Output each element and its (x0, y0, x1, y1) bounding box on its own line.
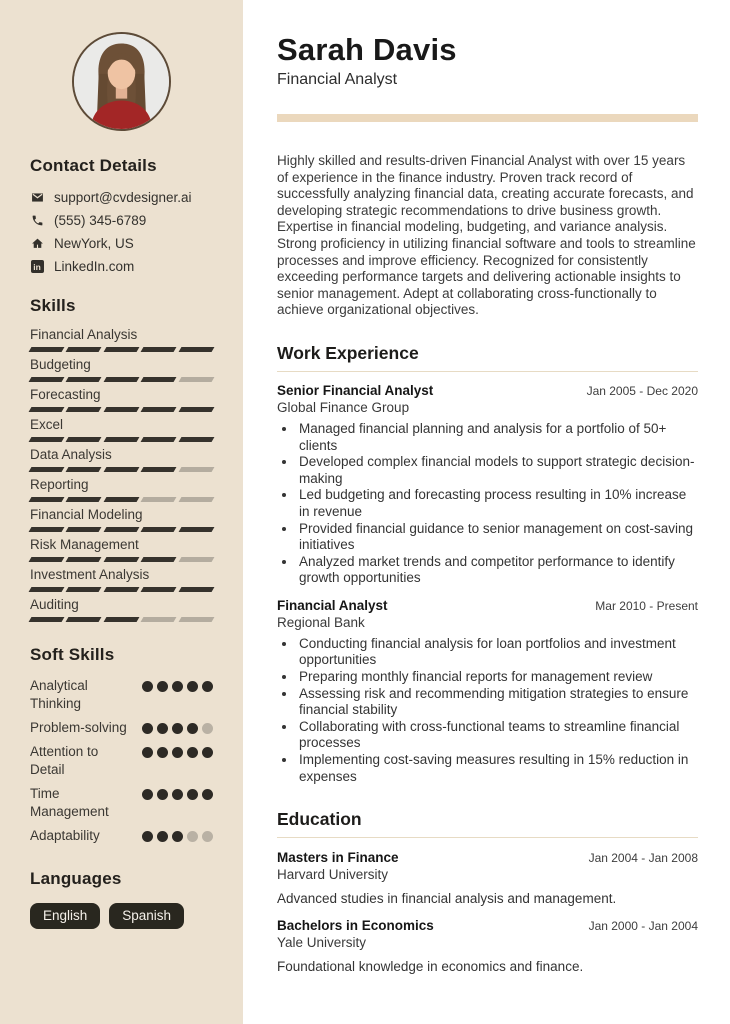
job-bullet-list (297, 421, 698, 587)
rating-dot (172, 681, 183, 692)
soft-skills-section-title: Soft Skills (30, 645, 115, 664)
skill-bar (30, 437, 213, 442)
job-bullet: • Managed financial planning and analysis for a portfolio of 50+ clients (297, 421, 698, 454)
skill-item (30, 327, 213, 352)
job-dates: Jan 2005 - Dec 2020 (586, 383, 698, 398)
rating-dot (187, 831, 198, 842)
rating-dot (157, 723, 168, 734)
school-name: Yale University (277, 935, 367, 951)
job-bullet: • Conducting financial analysis for loan portfolios and investment opportunities (297, 636, 698, 669)
skill-bar-segment (103, 347, 139, 352)
soft-skill-label: Problem-solving (30, 720, 127, 735)
skill-bar (30, 497, 213, 502)
skill-bar-segment (66, 407, 102, 412)
rating-dot (142, 747, 153, 758)
skill-bar-segment (178, 617, 214, 622)
skill-label: Forecasting (30, 387, 101, 402)
skill-bar-segment (141, 407, 177, 412)
rating-dot (157, 831, 168, 842)
rating-dot (157, 747, 168, 758)
skill-bar-segment (141, 467, 177, 472)
skill-bar-segment (66, 467, 102, 472)
skill-bar-segment (178, 437, 214, 442)
rating-dot (142, 681, 153, 692)
sidebar (0, 0, 243, 1024)
job-bullet: • Analyzed market trends and competitor performance to identify growth opportunities (297, 554, 698, 587)
rating-dot (202, 723, 213, 734)
soft-skill-rating (142, 785, 213, 800)
skill-bar-segment (178, 557, 214, 562)
soft-skill-rating (142, 827, 213, 842)
skill-item (30, 357, 213, 382)
skill-bar-segment (103, 407, 139, 412)
language-badge-spanish: Spanish (109, 903, 184, 929)
skill-bar (30, 557, 213, 562)
rating-dot (157, 789, 168, 800)
skill-bar (30, 467, 213, 472)
education-title: Education (277, 809, 698, 838)
profile-photo (72, 32, 171, 131)
skill-bar-segment (178, 377, 214, 382)
rating-dot (202, 681, 213, 692)
contact-location-row (30, 236, 213, 251)
professional-summary: Highly skilled and results-driven Financial Analyst with over 15 years of experience in the finance industry. Proven track record of successfully analyzing financial data, creating accurate forecasts, and developing strategic recommendations to drive business growth. Expertise in financial modeling, budgeting, and variance analysis. Strong proficiency in utilizing financial software and tools to streamline processes and improve efficiency. Recognized for consistently exceeding performance targets and delivering actionable insights to senior management. Adept at collaborating cross-functionally to achieve organizational objectives. (277, 153, 696, 318)
skill-bar-segment (141, 497, 177, 502)
job-company: Regional Bank (277, 614, 365, 630)
skill-label: Auditing (30, 597, 79, 612)
education-section (277, 809, 698, 974)
phone-number: (555) 345-6789 (54, 213, 147, 228)
education-entry (277, 918, 698, 974)
skill-bar-segment (29, 587, 65, 592)
skill-bar-segment (103, 467, 139, 472)
skill-label: Financial Analysis (30, 327, 138, 342)
rating-dot (157, 681, 168, 692)
skill-bar-segment (103, 377, 139, 382)
skill-bar-segment (141, 347, 177, 352)
skill-bar (30, 527, 213, 532)
job-bullet: • Assessing risk and recommending mitigation strategies to ensure financial stability (297, 686, 698, 719)
skill-label: Financial Modeling (30, 507, 143, 522)
person-name: Sarah Davis (277, 32, 457, 67)
skill-bar (30, 377, 213, 382)
soft-skills-list (30, 677, 213, 845)
skill-item (30, 567, 213, 592)
skill-bar (30, 407, 213, 412)
skill-item (30, 477, 213, 502)
rating-dot (187, 723, 198, 734)
school-name: Harvard University (277, 867, 389, 883)
skill-bar (30, 617, 213, 622)
skill-label: Data Analysis (30, 447, 112, 462)
skill-bar-segment (103, 497, 139, 502)
skill-item (30, 537, 213, 562)
soft-skill-rating (142, 743, 213, 758)
rating-dot (187, 747, 198, 758)
linkedin-link[interactable]: LinkedIn.com (54, 259, 135, 274)
contact-list (30, 190, 213, 274)
skill-bar (30, 587, 213, 592)
soft-skill-item (30, 743, 213, 779)
soft-skill-item (30, 827, 213, 845)
rating-dot (172, 831, 183, 842)
skill-bar-segment (66, 437, 102, 442)
skill-bar-segment (29, 557, 65, 562)
rating-dot (142, 831, 153, 842)
soft-skill-label: Time Management (30, 786, 109, 819)
skill-label: Budgeting (30, 357, 91, 372)
rating-dot (142, 789, 153, 800)
skill-bar-segment (66, 347, 102, 352)
education-description: Advanced studies in financial analysis and management. (277, 891, 617, 907)
job-bullet: • Implementing cost-saving measures resulting in 15% reduction in expenses (297, 752, 698, 785)
soft-skill-item (30, 785, 213, 821)
skill-bar-segment (66, 557, 102, 562)
contact-section-title: Contact Details (30, 156, 157, 175)
rating-dot (187, 681, 198, 692)
rating-dot (172, 789, 183, 800)
skill-item (30, 507, 213, 532)
rating-dot (172, 747, 183, 758)
skill-bar-segment (103, 557, 139, 562)
skill-bar-segment (29, 347, 65, 352)
skill-bar-segment (103, 617, 139, 622)
skill-bar-segment (29, 407, 65, 412)
skill-item (30, 417, 213, 442)
education-entry (277, 850, 698, 906)
job-bullet-list (297, 636, 698, 785)
home-icon (30, 237, 44, 251)
soft-skill-label: Attention to Detail (30, 744, 99, 777)
soft-skill-item (30, 719, 213, 737)
rating-dot (142, 723, 153, 734)
skill-bar-segment (66, 377, 102, 382)
email-link[interactable]: support@cvdesigner.ai (54, 190, 192, 205)
rating-dot (202, 789, 213, 800)
skill-bar-segment (141, 587, 177, 592)
skills-section-title: Skills (30, 296, 76, 315)
skill-bar-segment (29, 377, 65, 382)
skill-bar-segment (178, 467, 214, 472)
job-entry (277, 383, 698, 587)
person-job-title: Financial Analyst (277, 71, 398, 88)
work-experience-section (277, 343, 698, 785)
soft-skill-label: Adaptability (30, 828, 100, 843)
languages-section-title: Languages (30, 869, 122, 888)
email-icon (30, 191, 44, 205)
skill-bar-segment (29, 617, 65, 622)
skill-bar-segment (103, 437, 139, 442)
contact-email-row (30, 190, 213, 205)
location-text: NewYork, US (54, 236, 134, 251)
profile-photo-illustration (74, 34, 169, 129)
rating-dot (202, 747, 213, 758)
skill-label: Risk Management (30, 537, 139, 552)
skill-bar-segment (66, 587, 102, 592)
soft-skill-rating (142, 719, 213, 734)
job-title: Senior Financial Analyst (277, 382, 434, 398)
skill-bar-segment (66, 617, 102, 622)
skill-item (30, 597, 213, 622)
phone-icon (30, 214, 44, 228)
job-title: Financial Analyst (277, 597, 388, 613)
education-description: Foundational knowledge in economics and finance. (277, 959, 584, 975)
job-bullet: • Led budgeting and forecasting process resulting in 10% increase in revenue (297, 487, 698, 520)
skill-label: Investment Analysis (30, 567, 150, 582)
rating-dot (202, 831, 213, 842)
skill-bar (30, 347, 213, 352)
skill-bar-segment (103, 527, 139, 532)
linkedin-icon: in (30, 260, 44, 274)
skill-bar-segment (178, 347, 214, 352)
skill-bar-segment (66, 527, 102, 532)
skill-bar-segment (178, 527, 214, 532)
skill-bar-segment (29, 467, 65, 472)
soft-skill-label: Analytical Thinking (30, 678, 88, 711)
skill-bar-segment (141, 557, 177, 562)
skills-list (30, 327, 213, 622)
skill-bar-segment (141, 437, 177, 442)
skill-bar-segment (141, 527, 177, 532)
soft-skill-item (30, 677, 213, 713)
job-bullet: • Preparing monthly financial reports for management review (297, 669, 698, 686)
skill-bar-segment (66, 497, 102, 502)
contact-linkedin-row (30, 259, 213, 274)
skill-bar-segment (103, 587, 139, 592)
rating-dot (187, 789, 198, 800)
skill-bar-segment (178, 407, 214, 412)
skill-label: Excel (30, 417, 64, 432)
education-dates: Jan 2004 - Jan 2008 (588, 851, 698, 866)
education-dates: Jan 2000 - Jan 2004 (588, 919, 698, 934)
skill-item (30, 387, 213, 412)
job-bullet: • Provided financial guidance to senior management on cost-saving initiatives (297, 521, 698, 554)
skill-bar-segment (141, 377, 177, 382)
degree-title: Bachelors in Economics (277, 918, 434, 934)
rating-dot (172, 723, 183, 734)
languages-list (30, 903, 213, 929)
soft-skill-rating (142, 677, 213, 692)
job-dates: Mar 2010 - Present (595, 598, 698, 613)
skill-bar-segment (141, 617, 177, 622)
job-bullet: • Developed complex financial models to support strategic decision-making (297, 454, 698, 487)
degree-title: Masters in Finance (277, 850, 399, 866)
work-experience-title: Work Experience (277, 343, 698, 372)
skill-bar-segment (29, 497, 65, 502)
accent-divider-bar (277, 114, 698, 122)
job-bullet: • Collaborating with cross-functional teams to streamline financial processes (297, 719, 698, 752)
skill-label: Reporting (30, 477, 89, 492)
skill-bar-segment (29, 437, 65, 442)
skill-bar-segment (178, 587, 214, 592)
skill-item (30, 447, 213, 472)
skill-bar-segment (178, 497, 214, 502)
contact-phone-row (30, 213, 213, 228)
job-company: Global Finance Group (277, 399, 410, 415)
language-badge-english: English (30, 903, 100, 929)
skill-bar-segment (29, 527, 65, 532)
main-content (243, 0, 730, 1024)
job-entry (277, 598, 698, 785)
